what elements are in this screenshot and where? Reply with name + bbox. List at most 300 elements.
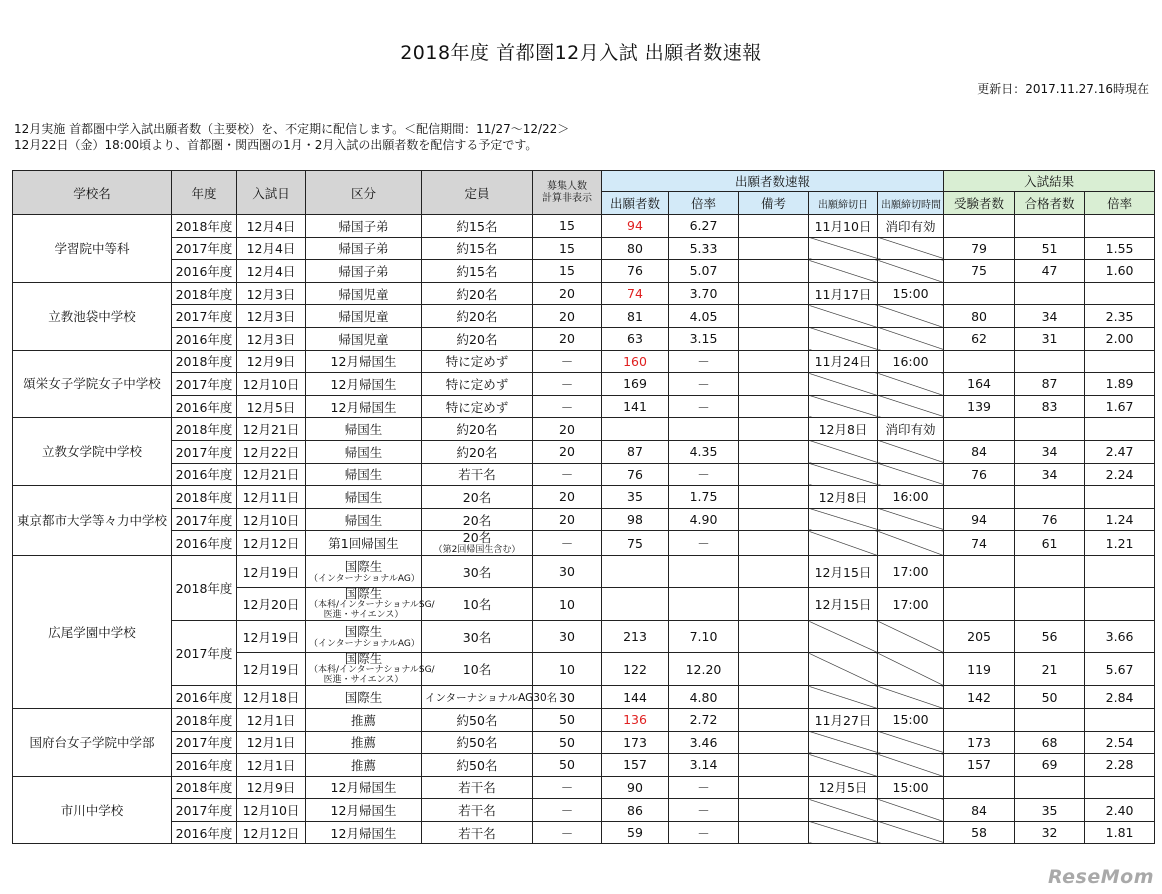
exam-date-cell: 12月3日 [237, 282, 306, 305]
remarks-cell [739, 373, 809, 396]
deadline-date-cell [809, 260, 878, 283]
table-row [13, 327, 1155, 350]
applicants-cell [602, 556, 669, 588]
examinees-cell [944, 486, 1015, 509]
deadline-date-cell: 12月5日 [809, 776, 878, 799]
applicants-cell: 173 [602, 731, 669, 754]
table-row [13, 305, 1155, 328]
ratio-cell: 3.46 [669, 731, 739, 754]
passers-cell [1015, 776, 1085, 799]
quota-cell: 約50名 [422, 708, 533, 731]
table-row [13, 776, 1155, 799]
table-row [13, 395, 1155, 418]
examinees-cell: 142 [944, 686, 1015, 709]
deadline-date-cell [809, 508, 878, 531]
ratio-cell: 3.15 [669, 327, 739, 350]
quota-cell: 約20名 [422, 440, 533, 463]
passers-cell: 34 [1015, 305, 1085, 328]
quota-cell: 特に定めず [422, 395, 533, 418]
ratio-cell: 4.35 [669, 440, 739, 463]
deadline-time-cell [878, 463, 944, 486]
table-row [13, 508, 1155, 531]
remarks-cell [739, 776, 809, 799]
year-cell: 2017年度 [172, 799, 237, 822]
exam-date-cell: 12月10日 [237, 373, 306, 396]
year-cell: 2016年度 [172, 327, 237, 350]
examinees-cell [944, 556, 1015, 588]
page-title: 2018年度 首都圏12月入試 出願者数速報 [400, 42, 762, 64]
recruit-cell: － [533, 395, 602, 418]
passers-cell: 34 [1015, 463, 1085, 486]
remarks-cell [739, 350, 809, 373]
examinees-cell: 205 [944, 621, 1015, 653]
recruit-cell: － [533, 463, 602, 486]
deadline-time-cell [878, 305, 944, 328]
quota-cell: 約20名 [422, 327, 533, 350]
deadline-date-cell: 12月8日 [809, 418, 878, 441]
remarks-cell [739, 799, 809, 822]
examinees-cell: 119 [944, 653, 1015, 686]
quota-cell: 特に定めず [422, 350, 533, 373]
recruit-cell: 20 [533, 418, 602, 441]
examinees-cell: 79 [944, 237, 1015, 260]
deadline-time-cell [878, 821, 944, 844]
result-ratio-cell: 2.47 [1085, 440, 1155, 463]
exam-date-cell: 12月21日 [237, 463, 306, 486]
quota-cell: 若干名 [422, 463, 533, 486]
exam-date-cell: 12月3日 [237, 305, 306, 328]
deadline-time-cell: 16:00 [878, 486, 944, 509]
remarks-cell [739, 237, 809, 260]
examinees-cell: 84 [944, 440, 1015, 463]
passers-cell [1015, 418, 1085, 441]
year-cell: 2017年度 [172, 621, 237, 686]
recruit-cell: 30 [533, 686, 602, 709]
deadline-time-cell [878, 373, 944, 396]
exam-date-cell: 12月12日 [237, 531, 306, 556]
examinees-cell [944, 588, 1015, 621]
passers-cell: 69 [1015, 754, 1085, 777]
applicants-cell: 160 [602, 350, 669, 373]
category-main: 国際生 [344, 651, 383, 667]
deadline-date-cell [809, 821, 878, 844]
deadline-date-cell [809, 395, 878, 418]
school-name: 市川中学校 [13, 776, 172, 844]
recruit-cell: 15 [533, 260, 602, 283]
passers-cell: 34 [1015, 440, 1085, 463]
exam-date-cell: 12月12日 [237, 821, 306, 844]
year-cell: 2016年度 [172, 463, 237, 486]
result-ratio-cell [1085, 588, 1155, 621]
quota-cell: 10名 [422, 653, 533, 686]
category-cell: 12月帰国生 [306, 821, 422, 844]
category-cell [306, 586, 435, 621]
deadline-time-cell: 15:00 [878, 282, 944, 305]
ratio-cell: － [669, 531, 739, 556]
recruit-cell: 20 [533, 508, 602, 531]
exam-date-cell: 12月4日 [237, 260, 306, 283]
category-note-2: 医進・サイエンス） [323, 675, 404, 686]
category-cell: 帰国生 [306, 463, 422, 486]
quota-cell: 30名 [422, 621, 533, 653]
ratio-cell: － [669, 799, 739, 822]
year-cell: 2017年度 [172, 237, 237, 260]
exam-date-cell: 12月1日 [237, 708, 306, 731]
category-note: （インターナショナルAG） [309, 573, 420, 584]
year-cell: 2018年度 [172, 350, 237, 373]
category-note-2: 医進・サイエンス） [323, 610, 404, 621]
deadline-time-cell [878, 799, 944, 822]
col-deadline-time: 出願締切時間 [878, 192, 944, 215]
deadline-date-cell [809, 731, 878, 754]
school-name: 立教女学院中学校 [13, 418, 172, 486]
result-ratio-cell [1085, 776, 1155, 799]
result-ratio-cell [1085, 350, 1155, 373]
deadline-date-cell [809, 327, 878, 350]
quota-cell: 約20名 [422, 282, 533, 305]
deadline-time-cell: 16:00 [878, 350, 944, 373]
year-cell: 2017年度 [172, 508, 237, 531]
deadline-date-cell [809, 463, 878, 486]
result-ratio-cell: 2.84 [1085, 686, 1155, 709]
remarks-cell [739, 653, 809, 686]
result-ratio-cell [1085, 215, 1155, 238]
exam-date-cell: 12月9日 [237, 776, 306, 799]
resemom-watermark: ReseMom [1047, 866, 1154, 888]
category-cell: 国際生 [306, 686, 422, 709]
year-cell: 2017年度 [172, 731, 237, 754]
applicants-cell: 136 [602, 708, 669, 731]
ratio-cell: 5.33 [669, 237, 739, 260]
applicants-cell: 63 [602, 327, 669, 350]
remarks-cell [739, 556, 809, 588]
category-note: （本科/インターナショナルSG/ [309, 665, 435, 676]
examinees-cell: 157 [944, 754, 1015, 777]
deadline-time-cell: 消印有効 [878, 215, 944, 238]
school-name: 立教池袋中学校 [13, 282, 172, 350]
category-main: 国際生 [344, 623, 383, 639]
examinees-cell: 62 [944, 327, 1015, 350]
quota-cell: 特に定めず [422, 373, 533, 396]
ratio-cell: 6.27 [669, 215, 739, 238]
table-row [13, 440, 1155, 463]
quota-cell: 若干名 [422, 776, 533, 799]
remarks-cell [739, 731, 809, 754]
category-main: 国際生 [344, 586, 383, 602]
table-row [13, 821, 1155, 844]
distribution-note: 12月実施 首都圏中学入試出願者数（主要校）を、不定期に配信します。＜配信期間：11/27〜12/22＞ [14, 122, 570, 136]
year-cell: 2016年度 [172, 686, 237, 709]
result-ratio-cell [1085, 708, 1155, 731]
ratio-cell [669, 418, 739, 441]
applicants-cell: 94 [602, 215, 669, 238]
school-name: 国府台女子学院中学部 [13, 708, 172, 776]
deadline-time-cell [878, 754, 944, 777]
exam-date-cell: 12月11日 [237, 486, 306, 509]
year-cell: 2016年度 [172, 260, 237, 283]
exam-date-cell: 12月1日 [237, 731, 306, 754]
col-applicants: 出願者数 [602, 192, 669, 215]
examinees-cell: 58 [944, 821, 1015, 844]
exam-date-cell: 12月18日 [237, 686, 306, 709]
deadline-time-cell [878, 440, 944, 463]
ratio-cell: 4.80 [669, 686, 739, 709]
passers-cell: 31 [1015, 327, 1085, 350]
category-cell: 推薦 [306, 708, 422, 731]
result-ratio-cell: 2.35 [1085, 305, 1155, 328]
category-note: （インターナショナルAG） [309, 638, 420, 649]
recruit-cell: 10 [533, 588, 602, 621]
passers-cell [1015, 556, 1085, 588]
category-cell: 帰国生 [306, 508, 422, 531]
result-ratio-cell: 1.21 [1085, 531, 1155, 556]
exam-date-cell: 12月19日 [237, 621, 306, 653]
recruit-note-2: 計算非表示 [542, 192, 592, 204]
result-ratio-cell: 1.24 [1085, 508, 1155, 531]
category-cell: 推薦 [306, 754, 422, 777]
ratio-cell: 2.72 [669, 708, 739, 731]
school-name: 東京都市大学等々力中学校 [13, 486, 172, 556]
category-note: （本科/インターナショナルSG/ [309, 600, 435, 611]
recruit-cell: 30 [533, 556, 602, 588]
recruit-cell: 50 [533, 731, 602, 754]
examinees-cell: 75 [944, 260, 1015, 283]
passers-cell [1015, 282, 1085, 305]
passers-cell [1015, 588, 1085, 621]
quota-cell: 若干名 [422, 799, 533, 822]
applicants-cell: 144 [602, 686, 669, 709]
table-row [13, 260, 1155, 283]
category-cell: 12月帰国生 [306, 373, 422, 396]
exam-date-cell: 12月9日 [237, 350, 306, 373]
recruit-cell: 50 [533, 708, 602, 731]
remarks-cell [739, 327, 809, 350]
deadline-time-cell [878, 621, 944, 653]
category-cell: 帰国児童 [306, 282, 422, 305]
col-result-ratio: 倍率 [1085, 192, 1155, 215]
deadline-time-cell [878, 237, 944, 260]
quota-cell: 30名 [422, 556, 533, 588]
examinees-cell [944, 418, 1015, 441]
quota-cell: 約50名 [422, 754, 533, 777]
deadline-date-cell: 11月27日 [809, 708, 878, 731]
recruit-cell: 15 [533, 215, 602, 238]
remarks-cell [739, 486, 809, 509]
category-cell: 12月帰国生 [306, 799, 422, 822]
recruit-cell: 20 [533, 305, 602, 328]
category-cell [306, 651, 435, 686]
examinees-cell: 164 [944, 373, 1015, 396]
group-results-header: 入試結果 [944, 171, 1155, 192]
quota-cell [422, 531, 533, 556]
table-row [13, 282, 1155, 305]
deadline-time-cell: 15:00 [878, 776, 944, 799]
table-row [13, 556, 1155, 588]
deadline-date-cell [809, 621, 878, 653]
passers-cell: 51 [1015, 237, 1085, 260]
deadline-time-cell: 消印有効 [878, 418, 944, 441]
recruit-cell: － [533, 799, 602, 822]
year-cell: 2018年度 [172, 776, 237, 799]
table-row [13, 350, 1155, 373]
recruit-cell: 15 [533, 237, 602, 260]
passers-cell: 35 [1015, 799, 1085, 822]
col-recruit [533, 171, 602, 215]
quota-cell: インターナショナルAG30名 [422, 686, 533, 709]
examinees-cell: 139 [944, 395, 1015, 418]
result-ratio-cell: 1.60 [1085, 260, 1155, 283]
table-row [13, 799, 1155, 822]
year-cell: 2016年度 [172, 395, 237, 418]
passers-cell: 76 [1015, 508, 1085, 531]
deadline-date-cell [809, 799, 878, 822]
examinees-cell: 94 [944, 508, 1015, 531]
recruit-cell: 50 [533, 754, 602, 777]
recruit-cell: － [533, 531, 602, 556]
category-cell: 帰国子弟 [306, 237, 422, 260]
ratio-cell: 4.05 [669, 305, 739, 328]
remarks-cell [739, 440, 809, 463]
category-cell: 推薦 [306, 731, 422, 754]
result-ratio-cell: 1.89 [1085, 373, 1155, 396]
year-cell: 2016年度 [172, 754, 237, 777]
ratio-cell [669, 588, 739, 621]
deadline-date-cell: 12月15日 [809, 588, 878, 621]
table-row [13, 418, 1155, 441]
year-cell: 2016年度 [172, 821, 237, 844]
deadline-time-cell: 17:00 [878, 556, 944, 588]
schedule-note: 12月22日（金）18:00頃より、首都圏・関西圏の1月・2月入試の出願者数を配信する予定です。 [14, 138, 538, 152]
recruit-cell: 30 [533, 621, 602, 653]
ratio-cell: 4.90 [669, 508, 739, 531]
passers-cell: 68 [1015, 731, 1085, 754]
deadline-date-cell: 12月15日 [809, 556, 878, 588]
applicants-cell: 59 [602, 821, 669, 844]
exam-date-cell: 12月19日 [237, 653, 306, 686]
passers-cell [1015, 215, 1085, 238]
applicants-cell: 81 [602, 305, 669, 328]
exam-date-cell: 12月10日 [237, 508, 306, 531]
category-cell: 12月帰国生 [306, 776, 422, 799]
category-cell: 帰国子弟 [306, 260, 422, 283]
applicants-cell: 74 [602, 282, 669, 305]
remarks-cell [739, 531, 809, 556]
recruit-cell: － [533, 821, 602, 844]
deadline-date-cell [809, 531, 878, 556]
examinees-cell [944, 282, 1015, 305]
col-ratio: 倍率 [669, 192, 739, 215]
result-ratio-cell: 2.00 [1085, 327, 1155, 350]
col-passers: 合格者数 [1015, 192, 1085, 215]
deadline-time-cell [878, 731, 944, 754]
recruit-cell: － [533, 373, 602, 396]
category-cell [306, 556, 422, 588]
applicants-cell: 35 [602, 486, 669, 509]
passers-cell: 87 [1015, 373, 1085, 396]
deadline-date-cell: 11月10日 [809, 215, 878, 238]
ratio-cell: － [669, 463, 739, 486]
deadline-date-cell [809, 686, 878, 709]
col-deadline-date: 出願締切日 [809, 192, 878, 215]
ratio-cell: － [669, 821, 739, 844]
category-main: 国際生 [344, 558, 383, 574]
deadline-time-cell [878, 508, 944, 531]
deadline-date-cell [809, 305, 878, 328]
passers-cell [1015, 708, 1085, 731]
table-row [13, 686, 1155, 709]
group-applicants-header: 出願者数速報 [602, 171, 944, 192]
year-cell: 2018年度 [172, 282, 237, 305]
result-ratio-cell [1085, 282, 1155, 305]
remarks-cell [739, 305, 809, 328]
table-row [13, 731, 1155, 754]
applicants-cell: 122 [602, 653, 669, 686]
quota-cell: 約50名 [422, 731, 533, 754]
passers-cell: 21 [1015, 653, 1085, 686]
deadline-time-cell [878, 686, 944, 709]
table-row [13, 754, 1155, 777]
applicants-cell: 76 [602, 463, 669, 486]
category-cell [306, 621, 422, 653]
result-ratio-cell: 1.67 [1085, 395, 1155, 418]
remarks-cell [739, 754, 809, 777]
passers-cell: 56 [1015, 621, 1085, 653]
applicants-cell: 75 [602, 531, 669, 556]
applicants-cell: 98 [602, 508, 669, 531]
deadline-time-cell [878, 531, 944, 556]
applicants-cell: 86 [602, 799, 669, 822]
year-cell: 2018年度 [172, 708, 237, 731]
applicants-cell: 169 [602, 373, 669, 396]
recruit-cell: 10 [533, 653, 602, 686]
passers-cell: 32 [1015, 821, 1085, 844]
recruit-note-1: 募集人数 [547, 180, 587, 192]
year-cell: 2016年度 [172, 531, 237, 556]
remarks-cell [739, 418, 809, 441]
col-year: 年度 [172, 171, 237, 215]
exam-date-cell: 12月21日 [237, 418, 306, 441]
remarks-cell [739, 821, 809, 844]
ratio-cell [669, 556, 739, 588]
exam-date-cell: 12月1日 [237, 754, 306, 777]
applicants-cell [602, 418, 669, 441]
examinees-cell: 74 [944, 531, 1015, 556]
table-row [13, 215, 1155, 238]
exam-date-cell: 12月22日 [237, 440, 306, 463]
result-ratio-cell: 1.55 [1085, 237, 1155, 260]
passers-cell [1015, 486, 1085, 509]
deadline-time-cell [878, 653, 944, 686]
year-cell: 2018年度 [172, 418, 237, 441]
quota-cell: 20名 [422, 486, 533, 509]
exam-date-cell: 12月10日 [237, 799, 306, 822]
examinees-cell [944, 215, 1015, 238]
quota-cell: 約20名 [422, 418, 533, 441]
quota-cell: 若干名 [422, 821, 533, 844]
deadline-time-cell [878, 327, 944, 350]
deadline-time-cell [878, 260, 944, 283]
school-name: 学習院中等科 [13, 215, 172, 283]
deadline-date-cell [809, 754, 878, 777]
table-body [13, 215, 1155, 844]
table-row [13, 237, 1155, 260]
school-name: 広尾学園中学校 [13, 556, 172, 709]
ratio-cell: 12.20 [669, 653, 739, 686]
exam-date-cell: 12月3日 [237, 327, 306, 350]
deadline-date-cell [809, 653, 878, 686]
col-examinees: 受験者数 [944, 192, 1015, 215]
category-cell: 帰国生 [306, 418, 422, 441]
